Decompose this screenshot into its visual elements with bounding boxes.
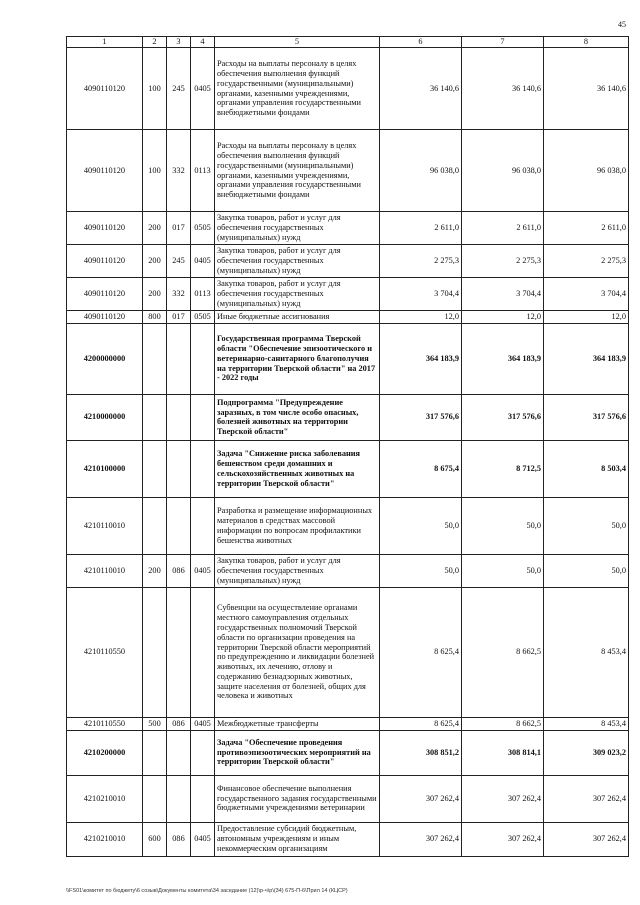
- cell-v8: 309 023,2: [544, 730, 629, 775]
- cell-v6: 50,0: [380, 497, 462, 554]
- cell-v6: 2 611,0: [380, 212, 462, 245]
- cell-v7: 317 576,6: [462, 394, 544, 440]
- header-col-5: 5: [215, 37, 380, 48]
- cell-v7: 2 611,0: [462, 212, 544, 245]
- cell-v8: 8 453,4: [544, 717, 629, 730]
- cell-code: 4210110010: [67, 554, 143, 587]
- cell-c2: 200: [143, 278, 167, 311]
- cell-v7: 8 662,5: [462, 587, 544, 717]
- cell-c2: 600: [143, 822, 167, 856]
- cell-c3: 017: [167, 212, 191, 245]
- header-col-1: 1: [67, 37, 143, 48]
- cell-name: Предоставление субсидий бюджетным, автономным учреждениям и иным некоммерческим организациям: [215, 822, 380, 856]
- cell-code: 4200000000: [67, 323, 143, 394]
- table-row: [67, 717, 629, 730]
- table-row: [67, 497, 629, 554]
- table-row: [67, 775, 629, 822]
- table-row: [67, 212, 629, 245]
- cell-v6: 317 576,6: [380, 394, 462, 440]
- cell-v6: 8 625,4: [380, 717, 462, 730]
- cell-c4: 0405: [191, 48, 215, 130]
- cell-v8: 2 611,0: [544, 212, 629, 245]
- table-row: [67, 587, 629, 717]
- cell-name: Межбюджетные трансферты: [215, 717, 380, 730]
- cell-c4: 0405: [191, 822, 215, 856]
- table-row: [67, 440, 629, 497]
- cell-code: 4210100000: [67, 440, 143, 497]
- cell-v6: 8 675,4: [380, 440, 462, 497]
- cell-v7: 36 140,6: [462, 48, 544, 130]
- cell-c3: 332: [167, 278, 191, 311]
- cell-v6: 364 183,9: [380, 323, 462, 394]
- cell-code: 4210110550: [67, 717, 143, 730]
- table-row: [67, 554, 629, 587]
- table-row: [67, 394, 629, 440]
- cell-name: Иные бюджетные ассигнования: [215, 311, 380, 324]
- table-row: [67, 48, 629, 130]
- cell-c3: [167, 775, 191, 822]
- cell-c3: 332: [167, 130, 191, 212]
- cell-name: Расходы на выплаты персоналу в целях обеспечения выполнения функций государственными (муниципальными) органами, казенными учреждениями, органами управления государственными внебюджетными фондами: [215, 130, 380, 212]
- cell-v7: 307 262,4: [462, 822, 544, 856]
- cell-c4: 0505: [191, 311, 215, 324]
- cell-c4: 0113: [191, 130, 215, 212]
- table-row: [67, 311, 629, 324]
- cell-v8: 8 453,4: [544, 587, 629, 717]
- header-col-6: 6: [380, 37, 462, 48]
- cell-v7: 8 662,5: [462, 717, 544, 730]
- cell-c3: [167, 730, 191, 775]
- cell-c2: 100: [143, 130, 167, 212]
- cell-code: 4210210010: [67, 775, 143, 822]
- cell-v6: 308 851,2: [380, 730, 462, 775]
- cell-name: Закупка товаров, работ и услуг для обеспечения государственных (муниципальных) нужд: [215, 212, 380, 245]
- cell-c3: 086: [167, 822, 191, 856]
- header-col-3: 3: [167, 37, 191, 48]
- cell-v7: 12,0: [462, 311, 544, 324]
- table-row: [67, 730, 629, 775]
- cell-v6: 96 038,0: [380, 130, 462, 212]
- page-number: 45: [618, 20, 626, 29]
- footer-file-path: \\FS01\комитет по бюджету\6 созыв\Документы комитета\34 заседание (12)\р-ч\р\(34) 675-П-6\Прил 14 (КЦСР): [66, 888, 348, 894]
- cell-c3: [167, 394, 191, 440]
- cell-v8: 317 576,6: [544, 394, 629, 440]
- cell-code: 4090110120: [67, 245, 143, 278]
- cell-name: Государственная программа Тверской области "Обеспечение эпизоотического и ветеринарно-санитарного благополучия на территории Тверской области" на 2017 - 2022 годы: [215, 323, 380, 394]
- cell-v7: 50,0: [462, 554, 544, 587]
- cell-v8: 3 704,4: [544, 278, 629, 311]
- cell-c2: [143, 587, 167, 717]
- cell-code: 4090110120: [67, 130, 143, 212]
- header-col-7: 7: [462, 37, 544, 48]
- cell-code: 4210200000: [67, 730, 143, 775]
- cell-c2: [143, 775, 167, 822]
- table-header-row: [67, 37, 629, 48]
- cell-v7: 2 275,3: [462, 245, 544, 278]
- cell-name: Субвенции на осуществление органами местного самоуправления отдельных государственных полномочий Тверской области по организации проведения на территории Тверской области мероприятий по предупреждению и ликвидации болезней животных, их лечению, отлову и содержанию безнадзорных животных, защите населения от болезней, общих для человека и животных: [215, 587, 380, 717]
- cell-c4: 0405: [191, 245, 215, 278]
- cell-v8: 50,0: [544, 554, 629, 587]
- cell-c4: [191, 730, 215, 775]
- cell-c3: 017: [167, 311, 191, 324]
- cell-c2: 100: [143, 48, 167, 130]
- cell-v8: 12,0: [544, 311, 629, 324]
- cell-code: 4210000000: [67, 394, 143, 440]
- cell-c3: 245: [167, 245, 191, 278]
- cell-name: Закупка товаров, работ и услуг для обеспечения государственных (муниципальных) нужд: [215, 554, 380, 587]
- cell-c2: [143, 730, 167, 775]
- cell-c2: 200: [143, 554, 167, 587]
- cell-c2: [143, 440, 167, 497]
- cell-c3: [167, 587, 191, 717]
- cell-name: Закупка товаров, работ и услуг для обеспечения государственных (муниципальных) нужд: [215, 245, 380, 278]
- cell-v8: 8 503,4: [544, 440, 629, 497]
- cell-v6: 12,0: [380, 311, 462, 324]
- cell-name: Закупка товаров, работ и услуг для обеспечения государственных (муниципальных) нужд: [215, 278, 380, 311]
- cell-code: 4090110120: [67, 278, 143, 311]
- table-row: [67, 278, 629, 311]
- cell-c3: [167, 497, 191, 554]
- header-col-2: 2: [143, 37, 167, 48]
- cell-code: 4210110550: [67, 587, 143, 717]
- cell-v7: 3 704,4: [462, 278, 544, 311]
- cell-c2: [143, 323, 167, 394]
- cell-c4: [191, 394, 215, 440]
- cell-v6: 307 262,4: [380, 822, 462, 856]
- cell-c4: 0113: [191, 278, 215, 311]
- cell-v6: 3 704,4: [380, 278, 462, 311]
- cell-code: 4090110120: [67, 311, 143, 324]
- cell-c2: 200: [143, 212, 167, 245]
- cell-c2: 800: [143, 311, 167, 324]
- cell-name: Разработка и размещение информационных материалов в средствах массовой информации по вопросам профилактики бешенства животных: [215, 497, 380, 554]
- cell-v6: 36 140,6: [380, 48, 462, 130]
- cell-c3: 086: [167, 717, 191, 730]
- header-col-4: 4: [191, 37, 215, 48]
- cell-code: 4090110120: [67, 48, 143, 130]
- cell-name: Задача "Обеспечение проведения противоэпизоотических мероприятий на территории Тверской области": [215, 730, 380, 775]
- cell-c2: [143, 394, 167, 440]
- cell-c4: 0405: [191, 554, 215, 587]
- cell-c3: 245: [167, 48, 191, 130]
- cell-c2: 200: [143, 245, 167, 278]
- cell-c2: 500: [143, 717, 167, 730]
- cell-c2: [143, 497, 167, 554]
- table-row: [67, 323, 629, 394]
- cell-name: Расходы на выплаты персоналу в целях обеспечения выполнения функций государственными (муниципальными) органами, казенными учреждениями, органами управления государственными внебюджетными фондами: [215, 48, 380, 130]
- cell-c4: 0505: [191, 212, 215, 245]
- cell-v7: 307 262,4: [462, 775, 544, 822]
- cell-v8: 307 262,4: [544, 775, 629, 822]
- cell-code: 4210110010: [67, 497, 143, 554]
- cell-c4: [191, 323, 215, 394]
- cell-c4: [191, 775, 215, 822]
- cell-name: Подпрограмма "Предупреждение заразных, в том числе особо опасных, болезней животных на территории Тверской области": [215, 394, 380, 440]
- cell-v8: 50,0: [544, 497, 629, 554]
- cell-c3: [167, 440, 191, 497]
- cell-v8: 36 140,6: [544, 48, 629, 130]
- cell-name: Задача "Снижение риска заболевания бешенством среди домашних и сельскохозяйственных животных на территории Тверской области": [215, 440, 380, 497]
- cell-c4: [191, 497, 215, 554]
- cell-c4: [191, 440, 215, 497]
- table-row: [67, 822, 629, 856]
- cell-v6: 8 625,4: [380, 587, 462, 717]
- cell-v8: 96 038,0: [544, 130, 629, 212]
- cell-v7: 308 814,1: [462, 730, 544, 775]
- cell-name: Финансовое обеспечение выполнения государственного задания государственными бюджетными учреждениями ветеринарии: [215, 775, 380, 822]
- cell-v8: 2 275,3: [544, 245, 629, 278]
- header-col-8: 8: [544, 37, 629, 48]
- cell-v7: 364 183,9: [462, 323, 544, 394]
- cell-v8: 307 262,4: [544, 822, 629, 856]
- cell-v8: 364 183,9: [544, 323, 629, 394]
- cell-v7: 8 712,5: [462, 440, 544, 497]
- budget-table: [66, 36, 629, 857]
- cell-c4: 0405: [191, 717, 215, 730]
- cell-v6: 307 262,4: [380, 775, 462, 822]
- cell-v6: 2 275,3: [380, 245, 462, 278]
- table-row: [67, 245, 629, 278]
- cell-c4: [191, 587, 215, 717]
- cell-v7: 50,0: [462, 497, 544, 554]
- cell-code: 4210210010: [67, 822, 143, 856]
- cell-v7: 96 038,0: [462, 130, 544, 212]
- cell-v6: 50,0: [380, 554, 462, 587]
- cell-c3: 086: [167, 554, 191, 587]
- table-row: [67, 130, 629, 212]
- cell-c3: [167, 323, 191, 394]
- cell-code: 4090110120: [67, 212, 143, 245]
